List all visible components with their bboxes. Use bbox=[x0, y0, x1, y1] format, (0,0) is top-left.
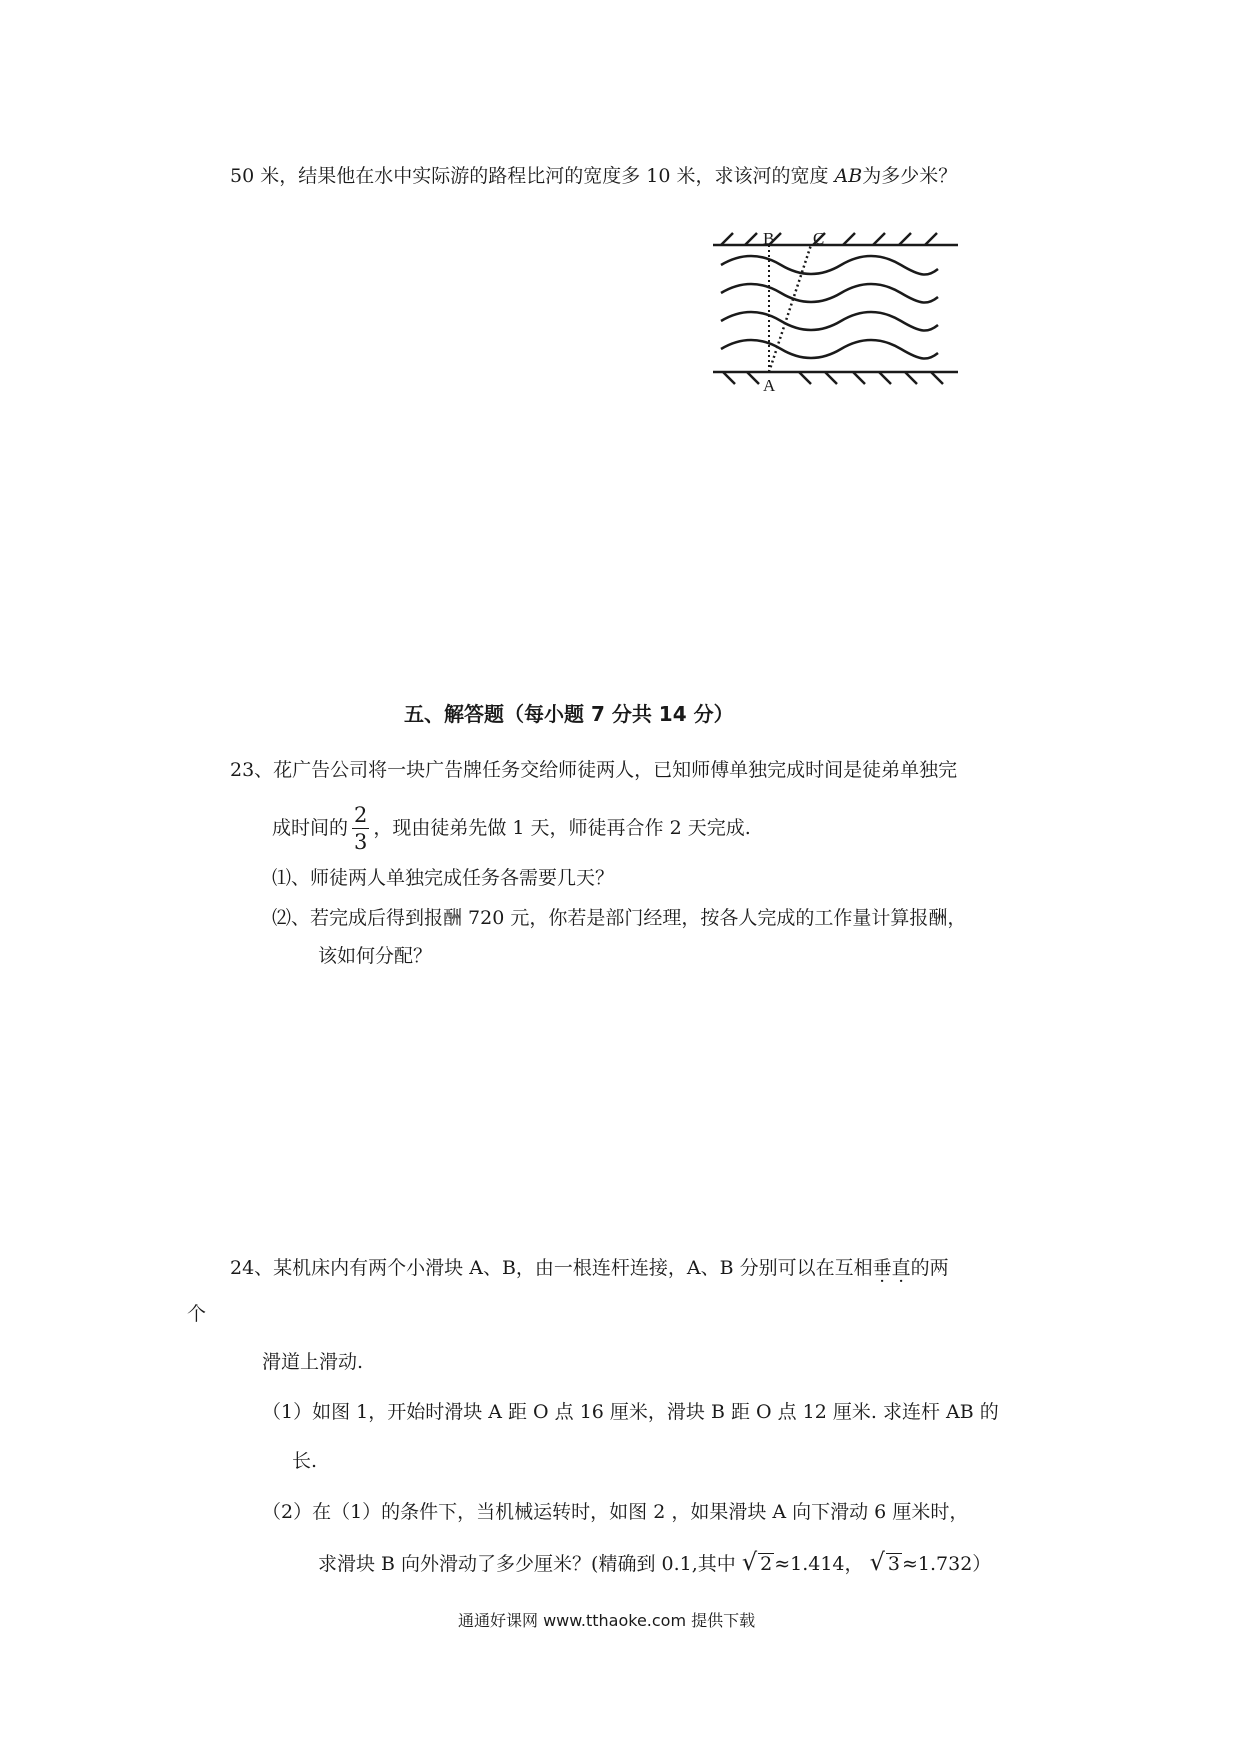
q22-text-line bbox=[230, 164, 957, 188]
sqrt-icon: √ bbox=[869, 1548, 885, 1576]
section5-title: 五、解答题（每小题 7 分共 14 分） bbox=[404, 702, 734, 726]
q23-line2-post: ，现由徒弟先做 1 天，师徒再合作 2 天完成. bbox=[373, 817, 751, 839]
sqrt3-radicand: 3 bbox=[887, 1553, 900, 1575]
approx-value-2: ≈1.732） bbox=[901, 1553, 992, 1575]
q24-sub1-cont: 长. bbox=[292, 1450, 318, 1472]
q23-sub1: ⑴、师徒两人单独完成任务各需要几天？ bbox=[272, 867, 615, 889]
sqrt2-radicand: 2 bbox=[760, 1553, 773, 1575]
label-a: A bbox=[763, 376, 776, 395]
q23-fraction bbox=[352, 805, 369, 853]
water-waves bbox=[721, 256, 938, 359]
river-diagram bbox=[703, 225, 963, 405]
sqrt-icon: √ bbox=[741, 1548, 758, 1576]
q23-sub2-cont: 该如何分配？ bbox=[318, 945, 433, 967]
approx-value-1: ≈1.414， bbox=[774, 1553, 864, 1575]
q24-line1 bbox=[230, 1256, 949, 1280]
q23-line2 bbox=[272, 800, 751, 856]
q24-line2: 个 bbox=[187, 1303, 207, 1325]
bottom-bank-hatching bbox=[723, 372, 943, 384]
top-bank-hatching bbox=[721, 233, 937, 245]
label-b: B bbox=[763, 229, 775, 248]
q24-line1-post: 的两 bbox=[910, 1257, 949, 1279]
q24-sub2-cont-pre: 求滑块 B 向外滑动了多少厘米？(精确到 0.1,其中 bbox=[318, 1553, 736, 1575]
q23-line1: 23、花广告公司将一块广告牌任务交给师徒两人，已知师傅单独完成时间是徒弟单独完 bbox=[230, 759, 958, 781]
q24-line1-pre: 24、某机床内有两个小滑块 A、B，由一根连杆连接，A、B 分别可以在互相 bbox=[230, 1257, 873, 1279]
fraction-numerator: 2 bbox=[354, 803, 368, 827]
emphasis-char-2: 直 bbox=[891, 1257, 911, 1279]
q24-sub2: （2）在（1）的条件下，当机械运转时，如图 2 ，如果滑块 A 向下滑动 6 厘米时， bbox=[262, 1501, 969, 1523]
fraction-denominator: 3 bbox=[354, 830, 368, 854]
q22-text-part2: 为多少米？ bbox=[862, 165, 958, 187]
q22-ab-label: AB bbox=[834, 165, 863, 187]
q23-line2-pre: 成时间的 bbox=[272, 817, 349, 839]
q24-sub1: （1）如图 1，开始时滑块 A 距 O 点 16 厘米，滑块 B 距 O 点 12 厘米. 求连杆 AB 的 bbox=[262, 1401, 999, 1423]
q23-sub2: ⑵、若完成后得到报酬 720 元，你若是部门经理，按各人完成的工作量计算报酬， bbox=[272, 907, 967, 929]
emphasis-char-1: 垂 bbox=[872, 1257, 892, 1279]
q24-sub2-cont bbox=[318, 1550, 991, 1576]
label-c: C bbox=[813, 229, 825, 248]
q24-line3: 滑道上滑动. bbox=[262, 1351, 364, 1373]
page-footer: 通通好课网 www.tthaoke.com 提供下载 bbox=[458, 1611, 756, 1630]
q22-text-part1: 50 米，结果他在水中实际游的路程比河的宽度多 10 米，求该河的宽度 bbox=[230, 165, 829, 187]
